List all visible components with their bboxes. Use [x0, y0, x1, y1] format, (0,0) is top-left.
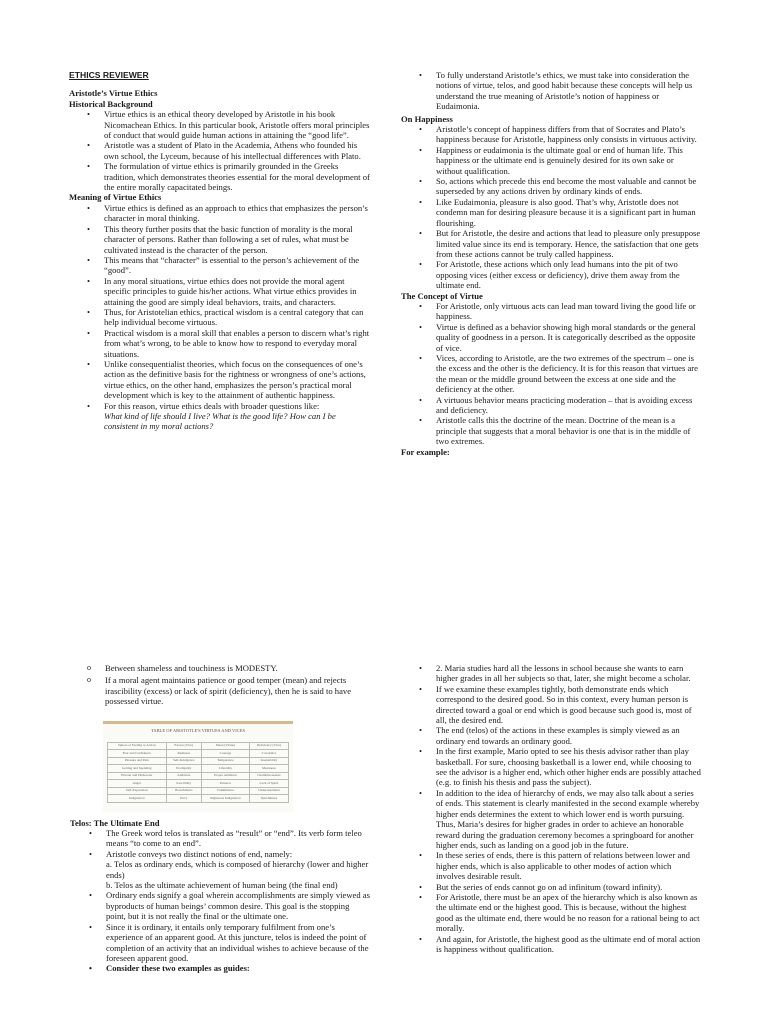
table-cell: Irascibility	[166, 780, 201, 788]
table-cell: Envy	[166, 795, 201, 803]
ends-list	[401, 663, 701, 954]
page2-left-column	[71, 663, 371, 974]
heading-telos: Telos: The Ultimate End	[70, 817, 160, 828]
table-row	[108, 772, 289, 780]
list-item: • But the series of ends cannot go on ad infinitum (toward infinity).	[401, 882, 701, 892]
list-item: • In the first example, Mario opted to see his thesis advisor rather than play basketball. For sure, choosing basketball is a lower end, while choosing to see the advisor is a higher end, which other higher ends are possibly attached (e.g. to finish his thesis and pass the subject).	[401, 746, 701, 788]
list-item: • Virtue ethics is defined as an approach to ethics that emphasizes the person’s character in moral thinking.	[69, 203, 371, 224]
table-cell: Righteous Indignation	[202, 795, 250, 803]
list-item: • In addition to the idea of hierarchy of ends, we may also talk about a series of ends. This statement is clearly manifested in the second example whereby higher ends determines the extent to which lower end is worth pursuing. Thus, Maria’s desires for higher grades in order to achieve an honorable reward during the graduation ceremony becomes a springboard for another higher ends, such as landing on a good job in the future.	[401, 788, 701, 850]
table-cell: Truthfulness	[202, 787, 250, 795]
background-list	[69, 109, 371, 192]
page1-right-column	[401, 70, 701, 457]
telos-list-cont	[71, 890, 371, 973]
intro-list	[401, 70, 701, 112]
table-header-cell: Mean (Virtue)	[202, 742, 250, 750]
list-item: • And again, for Aristotle, the highest good as the ultimate end of moral action is happiness without qualification.	[401, 934, 701, 955]
table-cell: Anger	[108, 780, 167, 788]
for-example-label: For example:	[401, 446, 450, 457]
table-cell: Patience	[202, 780, 250, 788]
telos-sub-b: b. Telos as the ultimate achievement of human being (the final end)	[106, 880, 338, 891]
table-cell: Cowardice	[249, 750, 288, 758]
table-cell: Understatement	[249, 787, 288, 795]
table-cell: Ambition	[166, 772, 201, 780]
list-item: • To fully understand Aristotle’s ethics, we must take into consideration the notions of virtue, telos, and good habit because these concepts will help us understand the true meaning of Aristotle’s notion of happiness or Eudaimonia.	[401, 70, 701, 112]
list-item: • Aristotle calls this the doctrine of the mean. Doctrine of the mean is a principle that suggests that a moral behavior is one that is in the middle of two extremes.	[401, 415, 701, 446]
concept-list	[401, 301, 701, 447]
example-sublist	[71, 663, 371, 707]
list-item: • So, actions which precede this end become the most valuable and cannot be superseded by any actions driven by ordinary kinds of ends.	[401, 176, 701, 197]
list-item: • Aristotle conveys two distinct notions of end, namely:	[71, 849, 371, 859]
list-item: • Virtue is defined as a behavior showing high moral standards or the general quality of goodness in a person. It is categorically described as the opposite of vice.	[401, 322, 701, 353]
list-item: • But for Aristotle, the desire and actions that lead to pleasure only presuppose limited value since its end is temporary. Hence, the satisfaction that one gets from these actions cannot be truly called happiness.	[401, 228, 701, 259]
list-item: o Between shameless and touchiness is MODESTY.	[71, 663, 371, 673]
list-item: • Practical wisdom is a moral skill that enables a person to discern what’s right from what’s wrong, to be able to know how to respond to everyday moral situations.	[69, 328, 371, 359]
list-item: • For Aristotle, there must be an apex of the hierarchy which is also known as the ultimate end or the highest good. This is because, without the highest good as the ultimate end, there would be no reason for a rational being to act morally.	[401, 892, 701, 934]
virtues-vices-table-image	[103, 721, 293, 812]
page-2	[0, 660, 768, 1024]
heading-meaning-of-virtue-ethics: Meaning of Virtue Ethics	[69, 192, 162, 203]
list-item: • Vices, according to Aristotle, are the two extremes of the spectrum – one is the excess and the other is the deficiency. It is for this reason that virtues are the mean or the middle ground between the excess at one side and the deficiency at the other.	[401, 353, 701, 395]
heading-virtue-ethics: Aristotle’s Virtue Ethics	[69, 88, 158, 99]
list-item: • For Aristotle, these actions which only lead humans into the pit of two opposing vices (either excess or deficiency), drive them away from the ultimate end.	[401, 259, 701, 290]
heading-concept-of-virtue: The Concept of Virtue	[401, 290, 483, 301]
list-item: • If we examine these examples tightly, both demonstrate ends which correspond to the desired good. So in this context, every human person is directed toward a goal or end which is good because such good is, most of all, the desired end.	[401, 684, 701, 726]
list-item: • For Aristotle, only virtuous acts can lead man toward living the good life or happiness.	[401, 301, 701, 322]
list-item: • This theory further posits that the basic function of morality is the moral character of persons. Rather than following a set of rules, what must be cultivated instead is the character of the person.	[69, 224, 371, 255]
table-row	[108, 787, 289, 795]
list-item: • The end (telos) of the actions in these examples is simply viewed as an ordinary end towards an ordinary good.	[401, 725, 701, 746]
list-item: • Unlike consequentialist theories, which focus on the consequences of one’s action as the definitive basis for the rightness or wrongness of one’s actions, virtue ethics, on the other hand, emphasizes the person’s practical moral development which is key to the attainment of authentic happiness.	[69, 359, 371, 401]
table-cell: Courage	[202, 750, 250, 758]
list-item: • Virtue ethics is an ethical theory developed by Aristotle in his book Nicomachean Ethics. In this particular book, Aristotle offers moral principles of conduct that would guide human actions in attaining the “good life”.	[69, 109, 371, 140]
table-cell: Indignation	[108, 795, 167, 803]
happiness-list	[401, 124, 701, 291]
table-cell: Rashness	[166, 750, 201, 758]
table-header-row	[108, 742, 289, 750]
list-item: • The Greek word telos is translated as “result” or “end”. Its verb form teleo means “to come to an end”.	[71, 828, 371, 849]
guiding-questions: What kind of life should I live? What is the good life? How can I be consistent in my moral actions?	[104, 411, 336, 432]
page1-left-column	[69, 70, 371, 432]
telos-sub-a: a. Telos as ordinary ends, which is composed of hierarchy (lower and higher ends)	[106, 859, 369, 880]
table-row	[108, 795, 289, 803]
table-row	[108, 780, 289, 788]
list-item: • This means that “character” is essential to the person’s achievement of the “good”.	[69, 255, 371, 276]
table-cell: Proper Ambition	[202, 772, 250, 780]
table-header-cell: Excess (Vice)	[166, 742, 201, 750]
table-cell: Honour and Dishonour	[108, 772, 167, 780]
table-cell: Spitefulness	[249, 795, 288, 803]
table-row	[108, 757, 289, 765]
table-cell: Pleasure and Pain	[108, 757, 167, 765]
list-item: • Thus, for Aristotelian ethics, practical wisdom is a central category that can help individual become virtuous.	[69, 307, 371, 328]
table-cell: Prodigality	[166, 765, 201, 773]
list-item: • For this reason, virtue ethics deals with broader questions like:	[69, 401, 371, 411]
table-row	[108, 765, 289, 773]
table-row	[108, 750, 289, 758]
virtues-vices-table	[107, 742, 289, 803]
table-header-cell: Sphere of Feeling or Action	[108, 742, 167, 750]
list-item: • Like Eudaimonia, pleasure is also good. That’s why, Aristotle does not condemn man for desiring pleasure because it is a significant part in human flourishing.	[401, 197, 701, 228]
list-item: • Aristotle was a student of Plato in the Academia, Athens who founded his own school, the Lyceum, because of his intellectual differences with Plato.	[69, 140, 371, 161]
list-item: • The formulation of virtue ethics is primarily grounded in the Greeks tradition, which demonstrates theories essential for the moral development of the entire morally capacitated beings.	[69, 161, 371, 192]
table-cell: Liberality	[202, 765, 250, 773]
list-item: • Since it is ordinary, it entails only temporary fulfilment from one’s experience of an apparent good. At this juncture, telos is indeed the point of completion of an activity that an individual wishes to achieve because of the foreseen apparent good.	[71, 922, 371, 964]
list-item: o If a moral agent maintains patience or good temper (mean) and rejects irascibility (excess) or lack of spirit (deficiency), then he is said to have possessed virtue.	[71, 675, 371, 706]
telos-list	[71, 828, 371, 859]
document-title: ETHICS REVIEWER	[69, 70, 149, 80]
table-cell: Lack of Spirit	[249, 780, 288, 788]
heading-on-happiness: On Happiness	[401, 113, 453, 124]
table-title: TABLE OF ARISTOTLE'S VIRTUES AND VICES	[150, 727, 246, 733]
table-header-cell: Deficiency (Vice)	[249, 742, 288, 750]
list-item: • 2. Maria studies hard all the lessons in school because she wants to earn higher grades in all her subjects so that, later, she might become a scholar.	[401, 663, 701, 684]
meaning-list	[69, 203, 371, 411]
table-cell: Temperance	[202, 757, 250, 765]
table-cell: Self-Expression	[108, 787, 167, 795]
table-cell: Insensibility	[249, 757, 288, 765]
table-cell: Self-Indulgence	[166, 757, 201, 765]
table-cell: Getting and Spending	[108, 765, 167, 773]
list-item: • In these series of ends, there is this pattern of relations between lower and higher ends, which is also applicable to other modes of action which involves desirable result.	[401, 850, 701, 881]
table-cell: Fear and Confidence	[108, 750, 167, 758]
list-item: • In any moral situations, virtue ethics does not provide the moral agent specific principles to guide his/her actions. What virtue ethics provides in attaining the good are simply ideal behaviors, traits, and characters.	[69, 276, 371, 307]
table-cell: Unambitiousness	[249, 772, 288, 780]
table-cell: Meanness	[249, 765, 288, 773]
page2-right-column	[401, 663, 701, 954]
list-item: • A virtuous behavior means practicing moderation – that is avoiding excess and deficiency.	[401, 395, 701, 416]
list-item: • Consider these two examples as guides:	[71, 963, 371, 973]
list-item: • Aristotle’s concept of happiness differs from that of Socrates and Plato’s happiness because for Aristotle, happiness only consists in virtuous activity.	[401, 124, 701, 145]
list-item: • Ordinary ends signify a goal wherein accomplishments are simply viewed as byproducts of human beings’ common desire. This goal is the stopping point, but it is not really the final or the ultimate one.	[71, 890, 371, 921]
table-cell: Boastfulness	[166, 787, 201, 795]
heading-historical-background: Historical Background	[69, 98, 153, 109]
list-item: • Happiness or eudaimonia is the ultimate goal or end of human life. This happiness or the ultimate end is genuinely desired for its own sake or without qualification.	[401, 145, 701, 176]
